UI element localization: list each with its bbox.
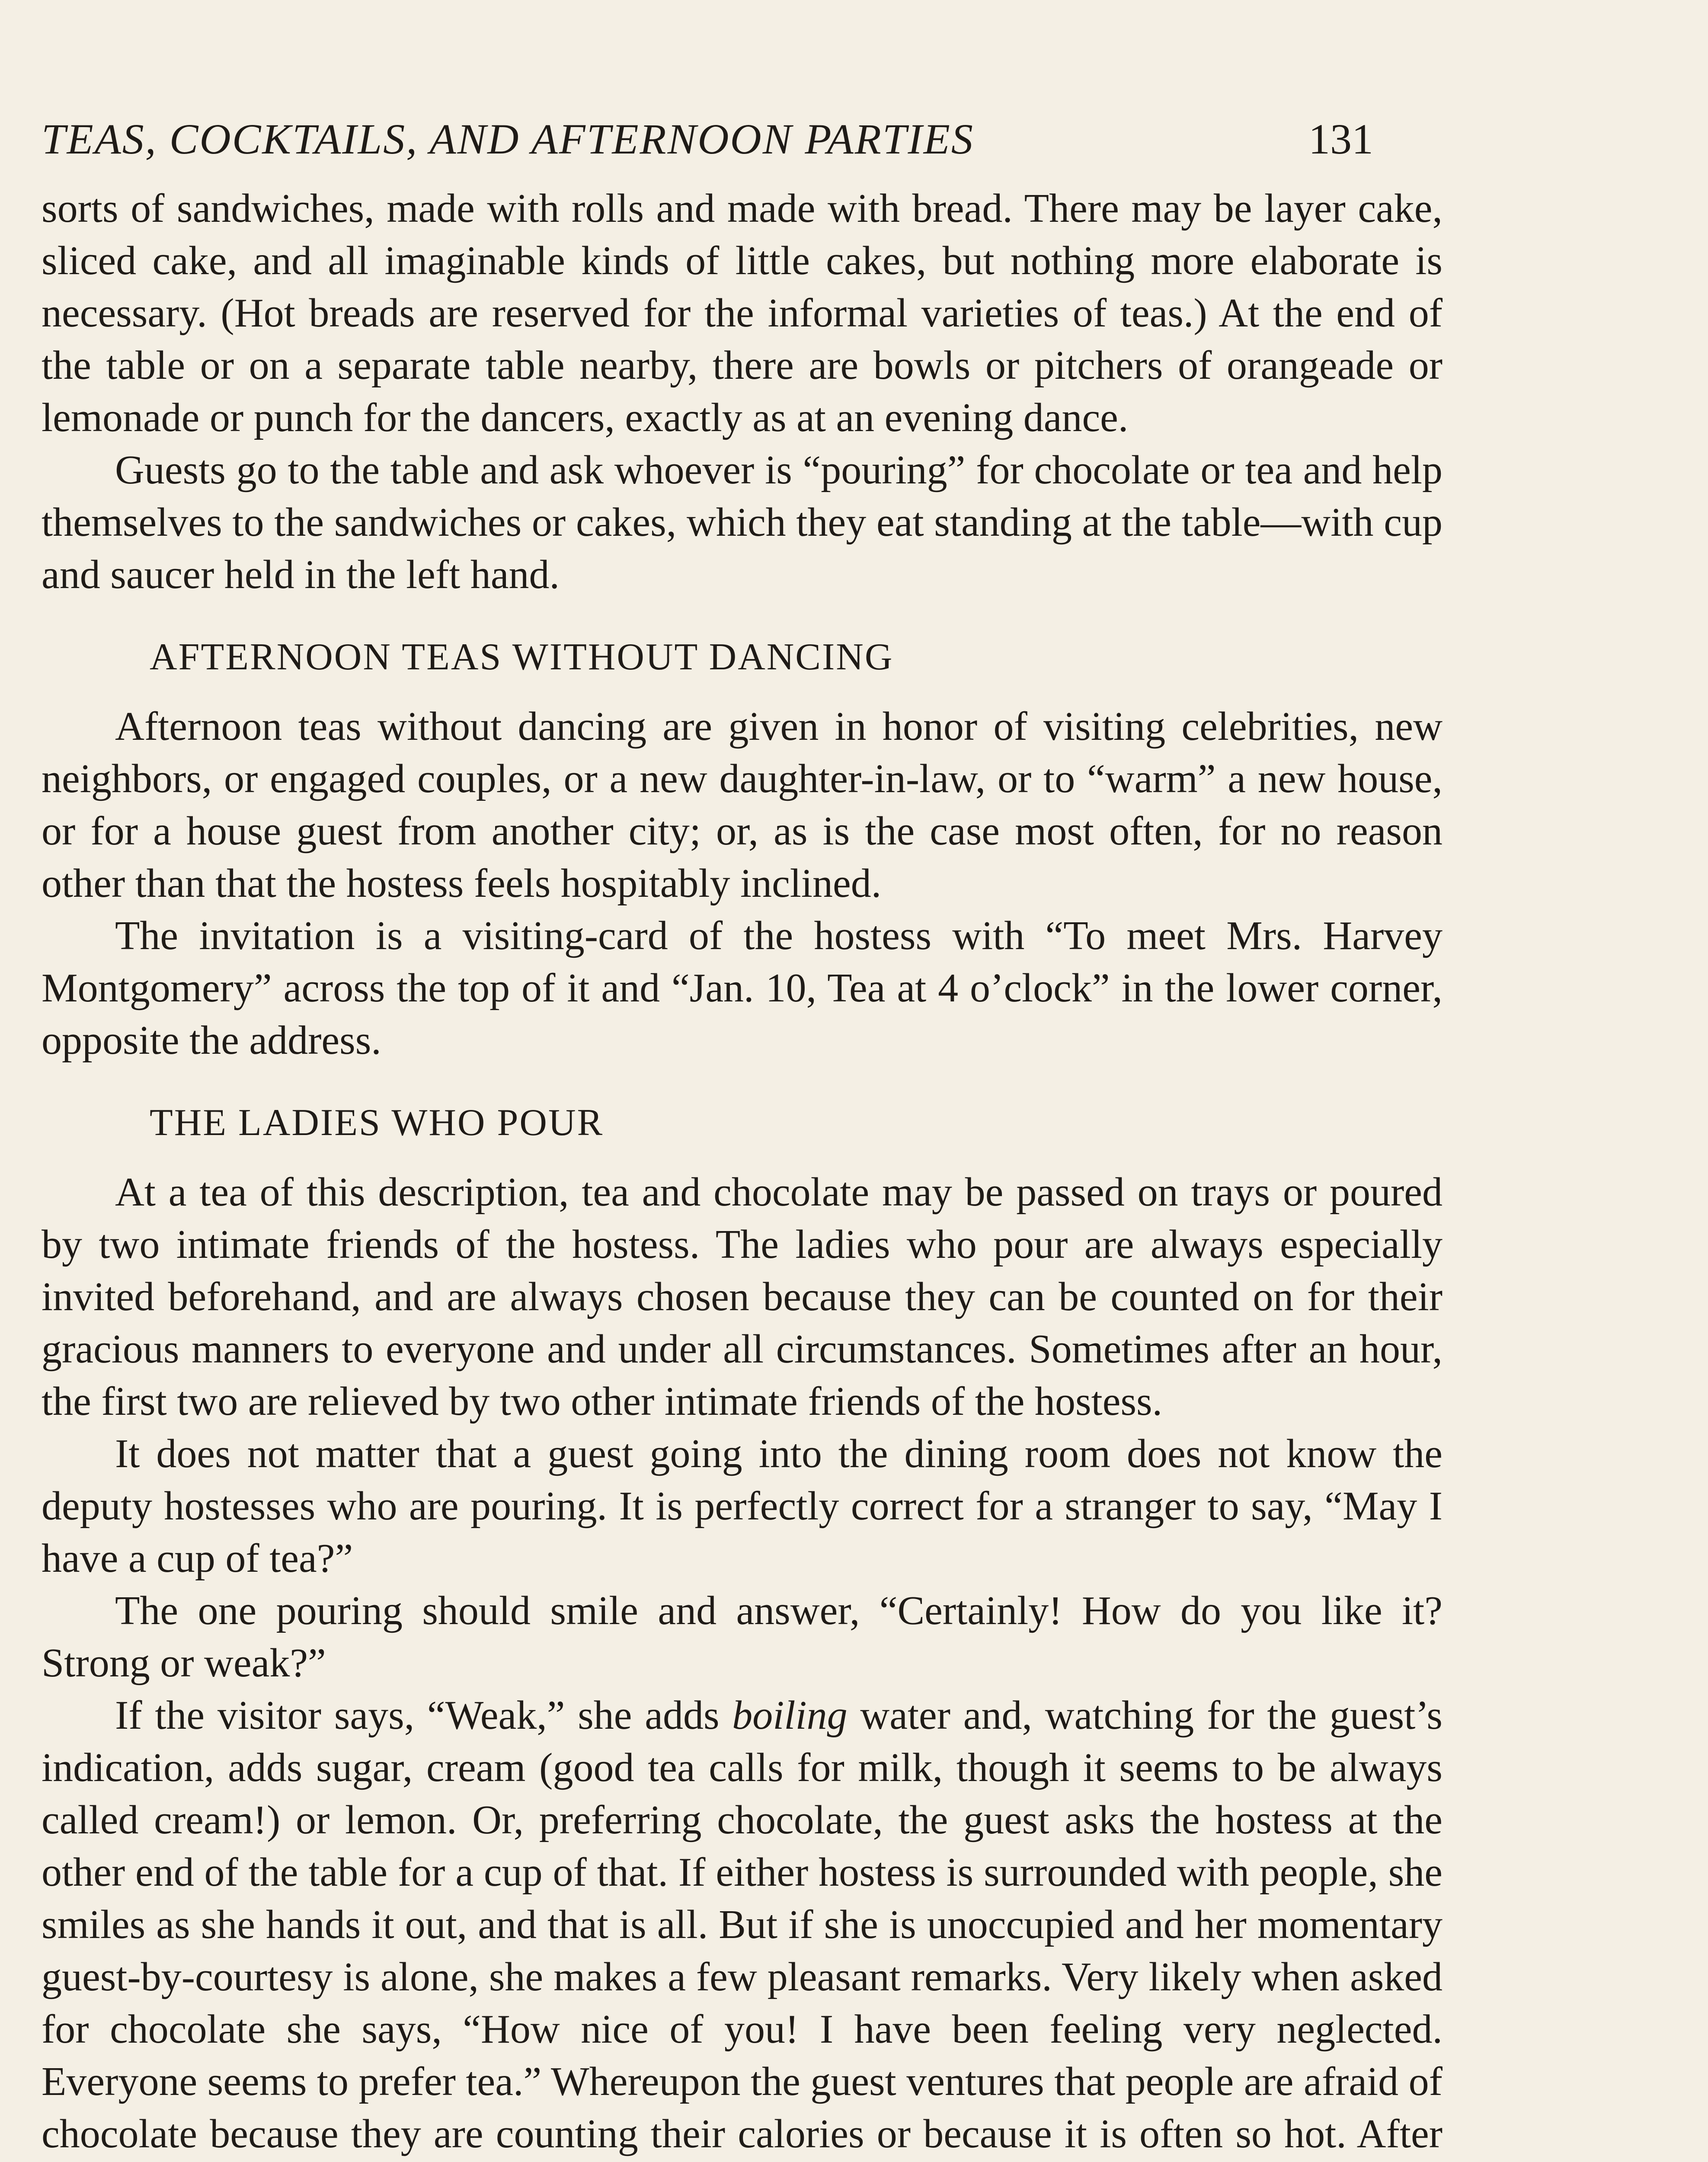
book-page [42, 113, 1443, 2162]
paragraph-strong-or-weak: The one pouring should smile and answer, “Certainly! How do you like it? Strong or weak?” [42, 1588, 1443, 1685]
page-number: 131 [1308, 115, 1373, 163]
section-heading-teas-without-dancing: AFTERNOON TEAS WITHOUT DANCING [150, 636, 894, 678]
emphasis-boiling: boiling [732, 1693, 848, 1738]
text-run: If the visitor says, “Weak,” she adds [115, 1693, 732, 1738]
running-title: TEAS, COCKTAILS, AND AFTERNOON PARTIES [42, 115, 974, 163]
paragraph-invitation: The invitation is a visiting-card of the hostess with “To meet Mrs. Harvey Montgomery” across the top of it and “Jan. 10, Tea at 4 o’clock” in the lower corner, opposite the address. [42, 913, 1443, 1063]
text-run: water and, watching for the guest’s indication, adds sugar, cream (good tea calls for milk, though it seems to be always called cream!) or lemon. Or, preferring chocolate, the guest asks the hostess at the other end of the table for a cup of that. If either hostess is surrounded with people, she smiles as she hands it out, and that is all. But if she is unoccupied and her momentary guest-by-courtesy is alone, she makes a few pleasant remarks. Very likely when asked for chocolate she says, “How nice of you! I have been feeling very neglected. Everyone seems to prefer tea.” Whereupon the guest ventures that people are afraid of chocolate because they are counting their calories or because it is often so hot. After [42, 1693, 1443, 2156]
paragraph-sandwiches: sorts of sandwiches, made with rolls and made with bread. There may be layer cake, sliced cake, and all imaginable kinds of little cakes, but nothing more elaborate is necessary. (Hot breads are reserved for the informal varieties of teas.) At the end of the table or on a separate table nearby, there are bowls or pitchers of orangeade or lemonade or punch for the dancers, exactly as at an evening dance. [42, 186, 1443, 440]
paragraph-tea-description: At a tea of this description, tea and chocolate may be passed on trays or poured by two intimate friends of the hostess. The ladies who pour are always especially invited beforehand, and are always chosen because they can be counted on for their gracious manners to everyone and under all circumstances. Sometimes after an hour, the first two are relieved by two other intimate friends of the hostess. [42, 1170, 1443, 1424]
paragraph-guest-stranger: It does not matter that a guest going into the dining room does not know the deputy hostesses who are pouring. It is perfectly correct for a stranger to say, “May I have a cup of tea?” [42, 1431, 1443, 1581]
paragraph-teas-occasions: Afternoon teas without dancing are given in honor of visiting celebrities, new neighbors, or engaged couples, or a new daughter-in-law, or to “warm” a new house, or for a house guest from another city; or, as is the case most often, for no reason other than that the hostess feels hospitably inclined. [42, 704, 1443, 906]
paragraph-visitor-weak [42, 1689, 1443, 2162]
paragraph-guests-pouring: Guests go to the table and ask whoever is “pouring” for chocolate or tea and help themselves to the sandwiches or cakes, which they eat standing at the table—with cup and saucer held in the left hand. [42, 448, 1443, 597]
running-head [42, 113, 1443, 165]
section-heading-ladies-who-pour: THE LADIES WHO POUR [150, 1102, 604, 1144]
